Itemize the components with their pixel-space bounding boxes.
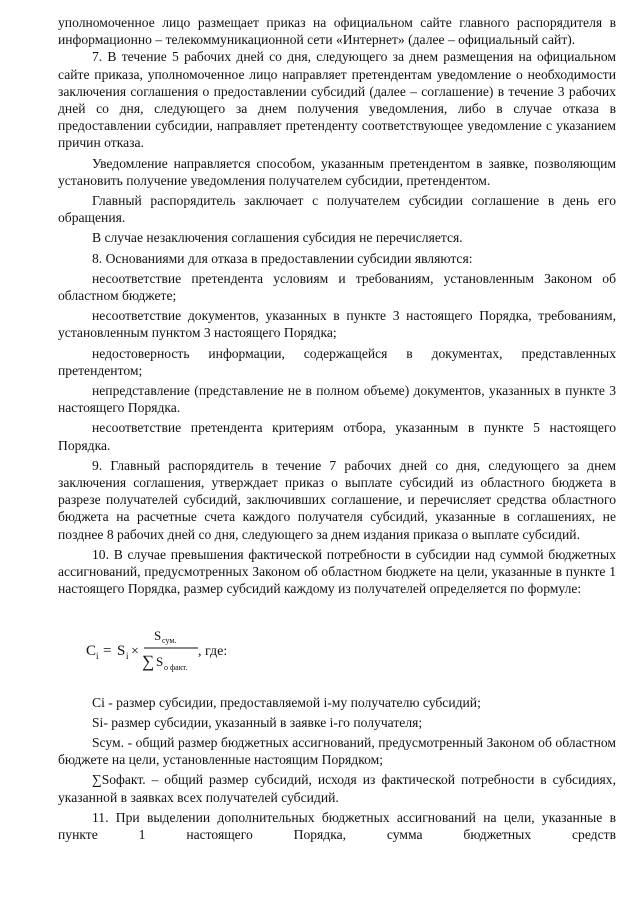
formula-denominator: S	[156, 653, 164, 669]
paragraph-refusal-reason-4: непредставление (представление не в полном объеме) документов, указанных в пункте 3 настоящего Порядка.	[58, 383, 616, 416]
formula-suffix: , где:	[198, 643, 228, 659]
formula-numerator: S	[154, 627, 162, 643]
formula-denominator-sub: о факт.	[164, 662, 188, 672]
formula-equals: =	[103, 642, 112, 659]
formula-lhs: C	[86, 642, 97, 659]
formula-s: S	[117, 642, 126, 659]
paragraph-refusal-reason-2: несоответствие документов, указанных в пункте 3 настоящего Порядка, требованиям, установленным пунктом 3 настоящего Порядка;	[58, 308, 616, 341]
paragraph-no-agreement: В случае незаключения соглашения субсидия не перечисляется.	[92, 230, 463, 246]
formula-numerator-sub: сум.	[162, 635, 177, 645]
paragraph-item-7: 7. В течение 5 рабочих дней со дня, следующего за днем размещения на официальном сайте приказа, уполномоченное лицо направляет претендентам уведомление о необходимости заключения соглашения о предоставлении субсидий (далее – соглашение) в течение 3 рабочих дней со дня, следующего за днем получения уведомления, либо в случае отказа в предоставлении субсидии, направляет претенденту соответствующее уведомление с указанием причин отказа.	[58, 49, 616, 151]
formula-times: ×	[131, 643, 139, 659]
formula-lhs-sub: i	[96, 650, 99, 661]
definition-sofact: ∑Sофакт. – общий размер субсидий, исходя из фактической потребности в субсидиях, указанной в заявках всех получателей субсидий.	[58, 772, 616, 805]
formula-sum-sign: ∑	[142, 651, 155, 671]
formula-definitions	[58, 694, 616, 806]
formula-s-sub: i	[126, 650, 129, 661]
paragraph-notification-method: Уведомление направляется способом, указанным претендентом в заявке, позволяющим установить получение уведомления получателем субсидии, претендентом.	[58, 155, 616, 188]
paragraph-continuation: уполномоченное лицо размещает приказ на официальном сайте главного распорядителя в информационно – телекоммуникационной сети «Интернет» (далее – официальный сайт).	[58, 15, 616, 48]
paragraph-item-8: 8. Основаниями для отказа в предоставлении субсидии являются:	[92, 250, 473, 266]
paragraph-refusal-reason-5: несоответствие претендента критериям отбора, указанным в пункте 5 настоящего Порядка.	[58, 420, 616, 453]
paragraph-item-10: 10. В случае превышения фактической потребности в субсидии над суммой бюджетных ассигнований, предусмотренных Законом об областном бюджете на цели, указанные в пункте 1 настоящего Порядка, размер субсидий каждому из получателей определяется по формуле:	[58, 546, 616, 597]
definition-ssum: Sсум. - общий размер бюджетных ассигнований, предусмотренный Законом об областном бюджете на цели, установленные настоящим Порядком;	[58, 734, 616, 768]
paragraph-item-9: 9. Главный распорядитель в течение 7 рабочих дней со дня, следующего за днем заключения соглашения, утверждает приказ о выплате субсидий из областного бюджета в разрезе получателей субсидий, заключивших соглашение, и перечисляет средства областного бюджета на расчетные счета каждого получателя субсидий, указанные в соглашениях, не позднее 8 рабочих дней со дня, следующего за днем издания приказа о выплате субсидий.	[58, 457, 616, 542]
definition-ci: Ci - размер субсидии, предоставляемой i-му получателю субсидий;	[92, 694, 481, 710]
definition-si: Si- размер субсидии, указанный в заявке i-го получателя;	[92, 714, 423, 730]
formula-graphic	[86, 612, 306, 692]
subsidy-formula	[58, 602, 616, 694]
paragraph-item-11: 11. При выделении дополнительных бюджетных ассигнований на цели, указанные в пункте 1 настоящего Порядка, сумма бюджетных средств	[58, 809, 616, 842]
paragraph-agreement-signing: Главный распорядитель заключает с получателем субсидии соглашение в день его обращения.	[58, 193, 616, 226]
paragraph-refusal-reason-3: недостоверность информации, содержащейся в документах, представленных претендентом;	[58, 345, 616, 378]
paragraph-refusal-reason-1: несоответствие претендента условиям и требованиям, установленным Законом об областном бюджете;	[58, 270, 616, 304]
